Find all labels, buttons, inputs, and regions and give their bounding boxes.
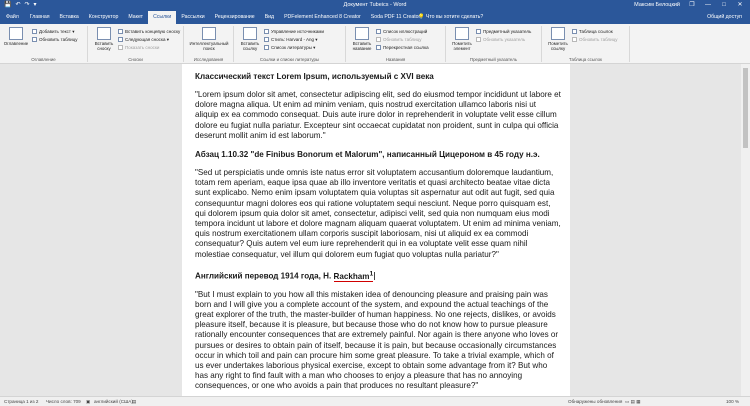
customize-qat-icon[interactable]: ▾ <box>33 2 37 8</box>
insert-endnote-button[interactable]: Вставить концевую сноску <box>118 28 180 35</box>
update-figures-table-button[interactable]: Обновить таблицу <box>376 36 421 43</box>
mark-entry-label: Пометить элемент <box>452 41 472 51</box>
tab-design[interactable]: Конструктор <box>88 14 119 20</box>
heading-classic-text: Классический текст Lorem Ipsum, используемый с XVI века <box>195 72 434 81</box>
toc-button-label: Оглавление <box>3 41 29 46</box>
insert-citation-label: Вставить ссылку <box>240 41 260 51</box>
rackham-footnote-ref[interactable]: Rackham$^1$ <box>333 269 374 281</box>
next-footnote-button[interactable]: Следующая сноска ▾ <box>118 36 169 43</box>
mark-citation-icon <box>551 27 565 40</box>
paragraph-translation: "But I must explain to you how all this mistaken idea of denouncing pleasure and praising pain was born and I will give you a complete account of the system, and expound the actual teachings of the great explorer of the truth, the master-builder of human happiness. No one rejects, dislikes, or avoids pleasure itself, because it is pleasure, but because those who do not know how to pursue pleasure rationally encounter consequences that are extremely painful. Nor again is there anyone who loves or pursues or desires to obtain pain of itself, because it is pain, but because occasionally circumstances occur in which toil and pain can procure him some great pleasure. To take a trivial example, which of us ever undertakes laborious physical exercise, except to obtain some advantage from it? But who has any right to find fault with a man who chooses to enjoy a pleasure that has no annoying consequences, or one who avoids a pain that produces no resultant pleasure?" <box>195 289 559 391</box>
scrollbar-thumb[interactable] <box>743 68 748 148</box>
heading-finibus: Абзац 1.10.32 "de Finibus Bonorum et Malorum", написанный Цицероном в 45 году н.э. <box>195 150 540 160</box>
zoom-level[interactable]: 100 % <box>726 399 740 404</box>
vertical-scrollbar[interactable] <box>741 64 750 396</box>
tab-mailings[interactable]: Рассылки <box>181 14 205 20</box>
group-table-of-authorities <box>542 26 630 62</box>
refresh-icon <box>32 37 37 42</box>
add-text-icon <box>32 29 37 34</box>
group-label: Названия <box>385 57 406 62</box>
insert-caption-button[interactable] <box>348 26 376 51</box>
show-notes-button[interactable]: Показать сноски <box>118 44 159 51</box>
ribbon-references <box>0 24 750 64</box>
index-icon <box>476 29 481 34</box>
status-bar <box>0 396 750 406</box>
language-indicator[interactable]: английский (США) <box>94 399 133 404</box>
document-title: Документ Tubeics - Word <box>343 2 407 8</box>
table-of-figures-icon <box>376 29 381 34</box>
insert-caption-label: Вставить название <box>352 41 372 51</box>
bibliography-button[interactable]: Список литературы ▾ <box>264 44 315 51</box>
manage-sources-button[interactable]: Управление источниками <box>264 28 324 35</box>
update-toc-button[interactable]: Обновить таблицу <box>32 36 77 43</box>
group-label: Предметный указатель <box>469 57 518 62</box>
redo-icon[interactable]: ↷ <box>24 2 30 8</box>
smart-lookup-button[interactable] <box>187 26 231 51</box>
tab-home[interactable]: Главная <box>29 14 50 20</box>
updates-notice[interactable]: Обнаружены обновления <box>568 399 623 404</box>
group-index <box>446 26 542 62</box>
table-of-contents-icon <box>9 27 23 40</box>
citation-icon <box>243 27 257 40</box>
word-count[interactable]: Число слов: 709 <box>46 399 81 404</box>
tab-view[interactable]: Вид <box>264 14 275 20</box>
mark-citation-label: Пометить ссылку <box>548 41 568 51</box>
toc-button[interactable] <box>2 26 30 46</box>
tab-sodapdf[interactable]: Soda PDF 11 Creator <box>370 14 421 20</box>
ribbon-display-icon[interactable]: ❐ <box>689 2 695 8</box>
cross-reference-button[interactable]: Перекрестная ссылка <box>376 44 429 51</box>
group-label: Сноски <box>128 57 143 62</box>
insert-footnote-label: Вставить сноску <box>94 41 114 51</box>
share-button[interactable]: Общий доступ <box>707 14 742 20</box>
cross-reference-icon <box>376 45 381 50</box>
macro-recording-icon[interactable]: ▤ <box>132 399 137 404</box>
tab-references[interactable]: Ссылки <box>148 11 176 24</box>
paragraph-finibus: "Sed ut perspiciatis unde omnis iste natus error sit voluptatem accusantium doloremque laudantium, totam rem aperiam, eaque ipsa quae ab illo inventore veritatis et quasi architecto beatae vitae dicta sunt explicabo. Nemo enim ipsam voluptatem quia voluptas sit aspernatur aut odit aut fugit, sed quia consequuntur magni dolores eos qui ratione voluptatem sequi nesciunt. Neque porro quisquam est, qui dolorem ipsum quia dolor sit amet, consectetur, adipisci velit, sed quia non numquam eius modi tempora incidunt ut labore et dolore magnam aliquam quaerat voluptatem. Ut enim ad minima veniam, quis nostrum exercitationem ullam corporis suscipit laboriosam, nisi ut aliquid ex ea commodi consequatur? Quis autem vel eum iure reprehenderit qui in ea voluptate velit esse quam nihil molestiae consequatur, vel illum qui dolorem eum fugiat quo voluptas nulla pariatur?" <box>195 168 561 259</box>
view-mode-buttons[interactable]: ▭ ▤ ▦ <box>625 399 641 404</box>
style-icon <box>264 37 269 42</box>
text-cursor <box>374 272 375 280</box>
toa-icon <box>572 29 577 34</box>
user-name[interactable]: Максим Белоцкий <box>634 2 680 8</box>
document-page[interactable] <box>182 64 570 396</box>
caption-icon <box>355 27 369 40</box>
group-label: Исследования <box>193 57 224 62</box>
proofing-icon[interactable]: ▣ <box>86 399 91 404</box>
group-label: Таблица ссылок <box>569 57 602 62</box>
tell-me-search[interactable]: 💡 Что вы хотите сделать? <box>418 14 484 20</box>
insert-citation-button[interactable] <box>236 26 264 51</box>
page-count[interactable]: Страница 1 из 2 <box>4 399 39 404</box>
group-footnotes <box>88 26 184 62</box>
title-bar <box>0 0 750 11</box>
group-toc <box>0 26 88 62</box>
tab-insert[interactable]: Вставка <box>59 14 79 20</box>
update-index-button[interactable]: Обновить указатель <box>476 36 525 43</box>
insert-index-button[interactable]: Предметный указатель <box>476 28 531 35</box>
update-toa-button[interactable]: Обновить таблицу <box>572 36 617 43</box>
document-area <box>0 64 750 396</box>
insert-table-of-figures-button[interactable]: Список иллюстраций <box>376 28 427 35</box>
paragraph-lorem: "Lorem ipsum dolor sit amet, consectetur adipiscing elit, sed do eiusmod tempor incididunt ut labore et dolore magna aliqua. Ut enim ad minim veniam, quis nostrud exercitation ullamco laboris nisi ut aliquip ex ea commodo consequat. Duis aute irure dolor in reprehenderit in voluptate velit esse cillum dolore eu fugiat nulla pariatur. Excepteur sint occaecat cupidatat non proident, sunt in culpa qui officia deserunt mollit anim id est laborum." <box>195 90 561 140</box>
minimize-button[interactable]: — <box>705 2 711 8</box>
group-label: Оглавление <box>31 57 56 62</box>
heading-translation: Английский перевод 1914 года, H. Rackham$^1$ <box>195 269 374 281</box>
show-notes-icon <box>118 45 123 50</box>
refresh-icon <box>572 37 577 42</box>
next-footnote-icon <box>118 37 123 42</box>
manage-sources-icon <box>264 29 269 34</box>
bibliography-icon <box>264 45 269 50</box>
mark-entry-icon <box>455 27 469 40</box>
group-research <box>184 26 234 62</box>
window-controls <box>684 0 748 11</box>
tab-review[interactable]: Рецензирование <box>214 14 255 20</box>
insert-toa-button[interactable]: Таблица ссылок <box>572 28 613 35</box>
maximize-button[interactable]: □ <box>722 2 726 8</box>
tab-layout[interactable]: Макет <box>128 14 144 20</box>
refresh-icon <box>376 37 381 42</box>
close-button[interactable]: ✕ <box>737 2 743 8</box>
mark-entry-button[interactable] <box>448 26 476 51</box>
smart-lookup-label: Интеллектуальный поиск <box>189 41 229 51</box>
tab-pdfelement[interactable]: PDFelement Enhanced 8 Creator <box>284 14 361 20</box>
mark-citation-button[interactable] <box>544 26 572 51</box>
smart-lookup-icon <box>202 27 216 40</box>
undo-icon[interactable]: ↶ <box>15 2 21 8</box>
endnote-icon <box>118 29 123 34</box>
document-body[interactable] <box>195 72 561 396</box>
refresh-icon <box>476 37 481 42</box>
add-text-button[interactable]: Добавить текст ▾ <box>32 28 75 35</box>
citation-style-select[interactable]: Стиль: Harvard - Ang ▾ <box>264 36 318 43</box>
tab-file[interactable]: Файл <box>6 14 19 20</box>
group-captions <box>346 26 446 62</box>
save-icon[interactable]: 💾 <box>4 2 12 8</box>
group-citations <box>234 26 346 62</box>
group-label: Ссылки и списки литературы <box>259 57 320 62</box>
insert-footnote-button[interactable] <box>90 26 118 51</box>
footnote-icon <box>97 27 111 40</box>
ribbon-tabs <box>0 11 750 24</box>
